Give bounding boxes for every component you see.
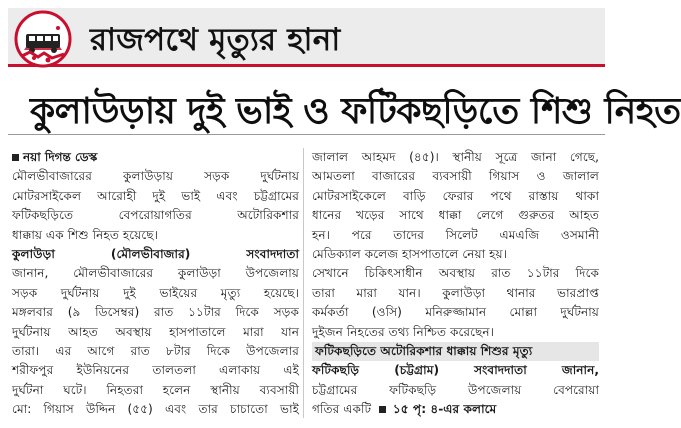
body-line: মেডিক্যাল কলেজ হাসপাতালে নেয়া হয়।	[312, 246, 508, 261]
body-line: মোটরসাইকেলে বাড়ি ফেরার পথে রাস্তায় থাকা	[312, 188, 599, 203]
bullet-square-icon	[12, 154, 19, 161]
body-line: মোটরসাইকেল আরোহী দুই ভাই এবং চট্টগ্রামের	[12, 188, 299, 203]
byline	[12, 148, 299, 167]
body-line: সেখানে চিকিৎসাধীন অবস্থায় রাত ১১টার দিকে	[312, 266, 599, 281]
body-line: ধানের খড়ের সাথে ধাক্কা লেগে গুরুতর আহত	[312, 208, 599, 223]
body-line: কর্মকর্তা (ওসি) মনিরুজ্জামান মোল্লা দুর্ঘটনায়	[312, 305, 599, 320]
body-line: মো: গিয়াস উদ্দিন (৫৫) এবং তার চাচাতো ভাই	[12, 402, 299, 417]
body-line: আমতলা বাজারের ব্যবসায়ী গিয়াস ও জালাল	[312, 169, 599, 184]
bus-crash-icon	[14, 10, 72, 68]
bullet-square-icon	[379, 406, 386, 413]
body-line: মঙ্গলবার (৯ ডিসেম্বর) রাত ১১টার দিকে সড়ক	[12, 305, 299, 320]
section-banner	[8, 8, 605, 67]
body-line-last	[312, 400, 599, 419]
body-line: দুর্ঘটনা ঘটে। নিহতরা হলেন স্থানীয় ব্যবসায়ী	[12, 382, 299, 397]
body-line: হন। পরে তাদের সিলেট এমএজি ওসমানী	[312, 227, 599, 242]
headline-rule	[8, 134, 605, 135]
continued-reference: ১৫ পৃ: ৪-এর কলামে	[392, 402, 497, 417]
body-fragment: গতির একটি	[312, 402, 372, 417]
body-line: তারা মারা যান। কুলাউড়া থানার ভারপ্রাপ্ত	[312, 285, 599, 300]
body-line: চট্টগ্রামের ফটিকছড়ি উপজেলায় বেপরোয়া	[312, 382, 599, 397]
section-title: রাজপথে মৃত্যুর হানা	[90, 22, 341, 58]
body-line: মৌলভীবাজারের কুলাউড়ায় সড়ক দুর্ঘটনায়	[12, 169, 299, 184]
body-line: দুর্ঘটনায় আহত অবস্থায় হাসপাতালে মারা যান	[12, 324, 299, 339]
body-line: জানান, মৌলভীবাজারের কুলাউড়া উপজেলায়	[12, 266, 299, 281]
body-line: শরীফপুর ইউনিয়নের তালতলা এলাকায় এই	[12, 363, 299, 378]
body-line: সড়ক দুর্ঘটনায় দুই ভাইয়ের মৃত্যু হয়েছে।	[12, 285, 299, 300]
left-column	[12, 148, 299, 419]
dateline: ফটিকছড়ি (চট্টগ্রাম) সংবাদদাতা জানান,	[312, 363, 599, 378]
dateline: কুলাউড়া (মৌলভীবাজার) সংবাদদাতা	[12, 246, 299, 261]
body-line: ধাক্কায় এক শিশু নিহত হয়েছে।	[12, 227, 158, 242]
subheading: ফটিকছড়িতে অটোরিকশার ধাক্কায় শিশুর মৃত্যু	[312, 342, 599, 361]
body-line: দুইজন নিহতের তথ্য নিশ্চিত করেছেন।	[312, 324, 494, 339]
right-column	[312, 148, 599, 419]
column-divider	[303, 148, 304, 418]
body-line: তারা। এর আগে রাত ৮টার দিকে উপজেলার	[12, 343, 299, 358]
body-line: জালাল আহমদ (৪৫)। স্থানীয় সূত্রে জানা গেছে,	[312, 150, 599, 164]
body-line: ফটিকছড়িতে বেপরোয়াগতির অটোরিকশার	[12, 208, 299, 223]
byline-text: নয়া দিগন্ত ডেস্ক	[23, 150, 98, 164]
headline: কুলাউড়ায় দুই ভাই ও ফটিকছড়িতে শিশু নিহত	[30, 91, 681, 132]
